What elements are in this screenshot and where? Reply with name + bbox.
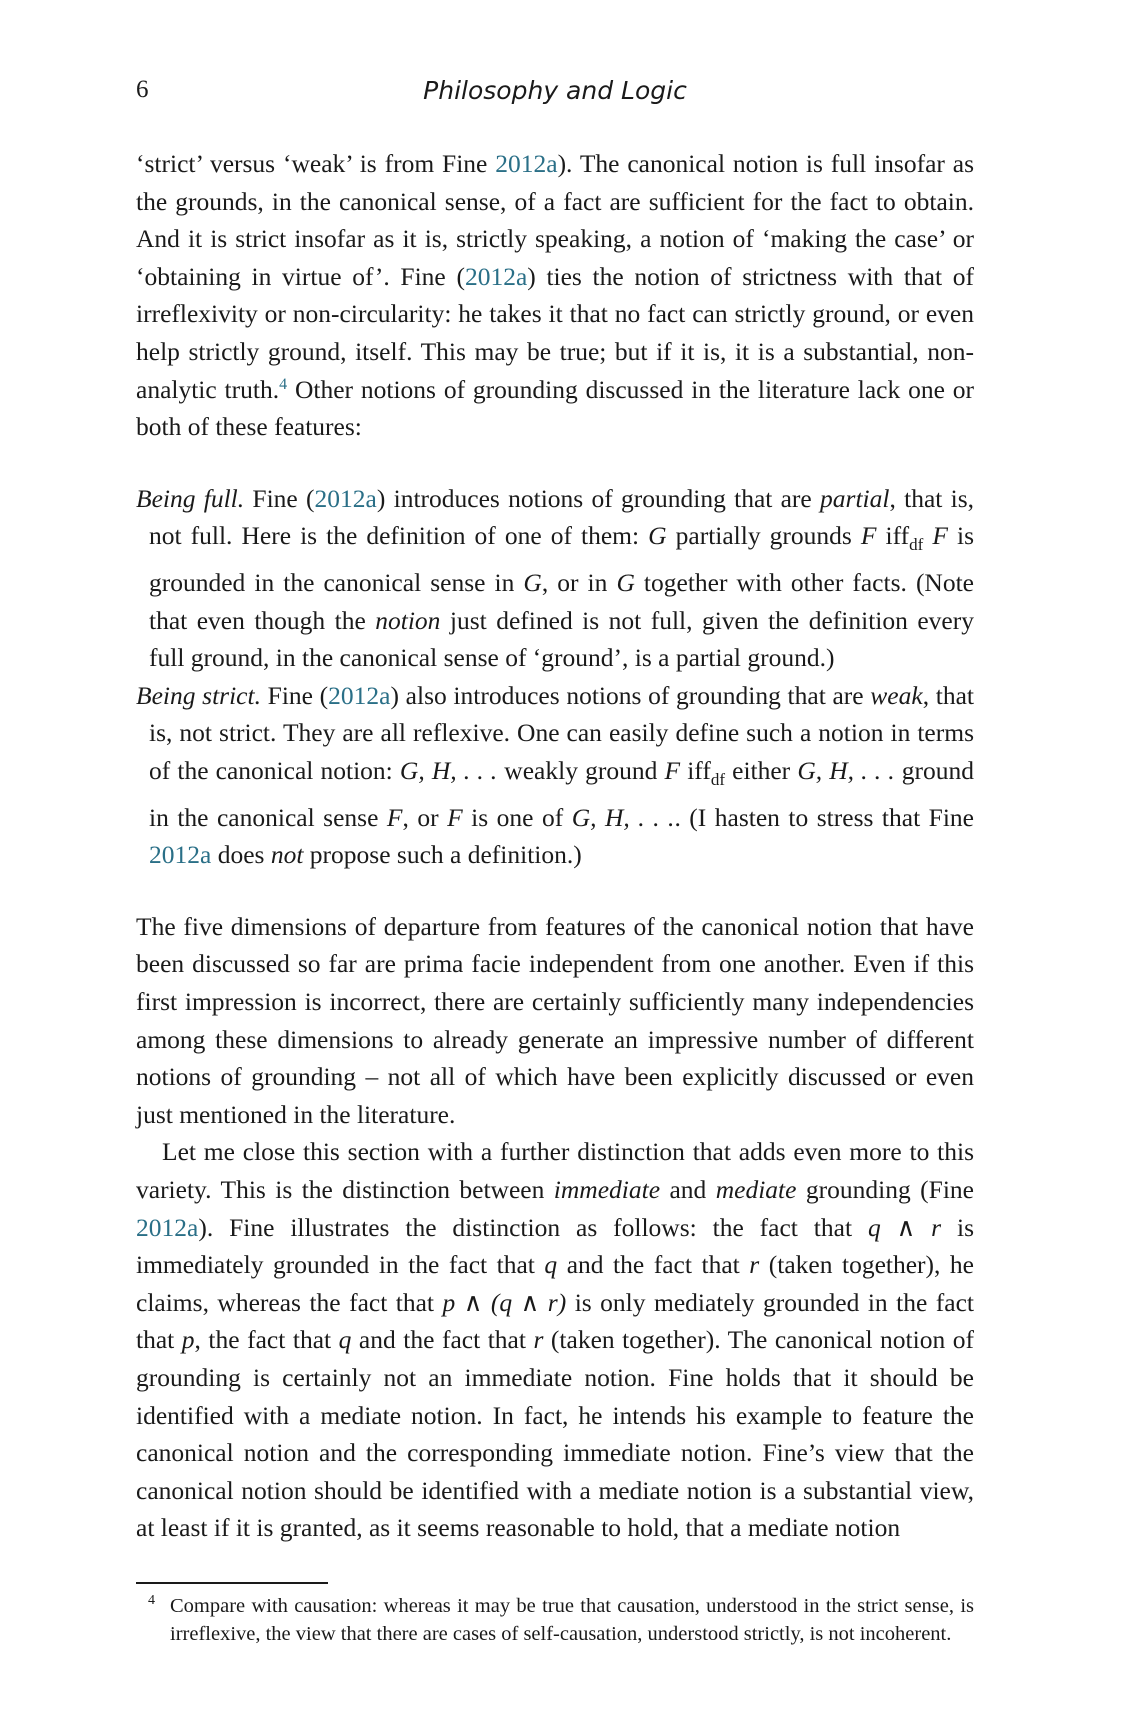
definition-term: Being full. xyxy=(136,483,245,513)
paragraph: ‘strict’ versus ‘weak’ is from Fine 2012a). The canonical notion is full insofar as the grounds, in the canonical sense, of a fact are sufficient for the fact to obtain. And it is strict insofar as it is, strictly speaking, a notion of ‘making the case’ or ‘obtaining in virtue of’. Fine (2012a) ties the notion of strictness with that of irreflexivity or non-circularity: he takes it that no fact can strictly ground, or even help strictly ground, itself. This may be true; but if it is, it is a substantial, non-analytic truth.$^4$ Other notions of grounding discussed in the literature lack one or both of these features: xyxy=(136,149,974,442)
citation-link[interactable]: 2012a xyxy=(136,1212,199,1242)
citation-link[interactable]: 2012a xyxy=(495,149,558,178)
footnote-number: 4 xyxy=(148,1593,155,1608)
citation-link[interactable]: 2012a xyxy=(314,483,377,513)
citation-link[interactable]: 2012a xyxy=(328,680,391,710)
definition-being-strict: Being strict. Fine (2012a) also introduces notions of grounding that are weak, that is, not strict. They are all reflexive. One can easily define such a notion in terms of the canonical notion: G, H, . . . weakly ground F iff$_{df}$ either G, H, . . . ground in the canonical sense F, or F is one of G, H, . . .. (I hasten to stress that Fine 2012a does not propose such a definition.) xyxy=(136,680,974,870)
footnote xyxy=(136,1592,974,1648)
page-body xyxy=(136,145,974,1547)
definition-term: Being strict. xyxy=(136,680,261,710)
paragraph: Let me close this section with a further distinction that adds even more to this variety. This is the distinction between immediate and mediate grounding (Fine 2012a). Fine illustrates the distinction as follows: the fact that q ∧ r is immediately grounded in the fact that q and the fact that r (taken together), he claims, whereas the fact that p ∧ (q ∧ r) is only mediately grounded in the fact that p, the fact that q and the fact that r (taken together). The canonical notion of grounding is certainly not an immediate notion. Fine holds that it should be identified with a mediate notion. In fact, he intends his example to feature the canonical notion and the corresponding immediate notion. Fine’s view that the canonical notion should be identified with a mediate notion is a substantial view, at least if it is granted, as it seems reasonable to hold, that a mediate notion xyxy=(136,1137,975,1543)
footnote-text: Compare with causation: whereas it may be true that causation, understood in the strict sense, is irreflexive, the view that there are cases of self-causation, understood strictly, is not incoherent. xyxy=(170,1595,974,1645)
page-header xyxy=(136,76,974,112)
footnote-reference[interactable]: 4 xyxy=(279,375,288,393)
running-title: Philosophy and Logic xyxy=(423,76,687,105)
paragraph: The five dimensions of departure from features of the canonical notion that have been discussed so far are prima facie independent from one another. Even if this first impression is incorrect, there are certainly sufficiently many independencies among these dimensions to already generate an impressive number of different notions of grounding – not all of which have been explicitly discussed or even just mentioned in the literature. xyxy=(136,911,974,1129)
citation-link[interactable]: 2012a xyxy=(464,261,528,291)
footnote-divider xyxy=(136,1582,328,1584)
definition-being-full: Being full. Fine (2012a) introduces notions of grounding that are partial, that is, not full. Here is the definition of one of them: G partially grounds F iff$_{df}$ F is grounded in the canonical sense in G, or in G together with other facts. (Note that even though the notion just defined is not full, given the definition every full ground, in the canonical sense of ‘ground’, is a partial ground.) xyxy=(136,483,975,673)
citation-link[interactable]: 2012a xyxy=(149,840,212,870)
page-number: 6 xyxy=(136,76,149,103)
